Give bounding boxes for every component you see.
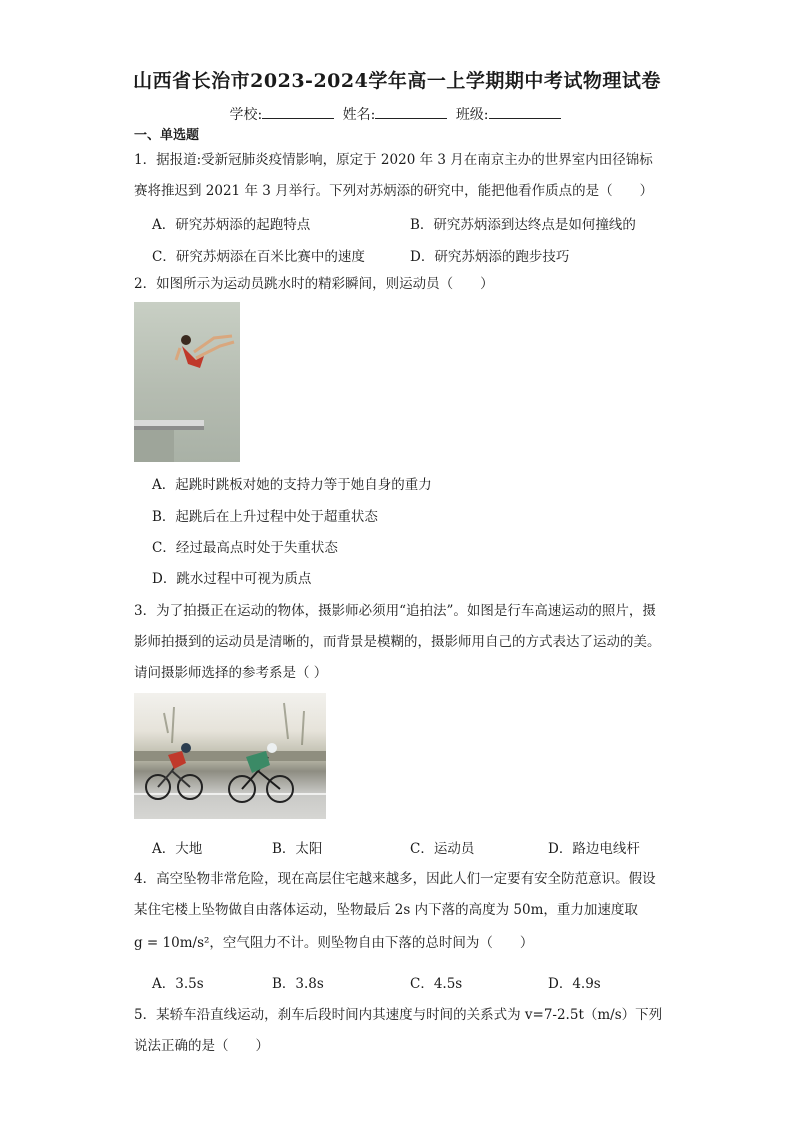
section-title: 一、单选题 (134, 128, 200, 143)
cycling-photo (134, 693, 326, 819)
school-blank (262, 106, 334, 119)
question-4-stem-line1: 4．高空坠物非常危险，现在高层住宅越来越多，因此人们一定要有安全防范意识。假设某住宅楼上坠物做自由落体运动，坠物最后 2s 内下落的高度为 50m，重力加速度取 (134, 871, 656, 918)
page-title: 山西省长治市2023-2024学年高一上学期期中考试物理试卷 (133, 70, 661, 92)
question-3-option-c: C．运动员 (410, 841, 475, 857)
question-2-option-d: D．跳水过程中可视为质点 (152, 571, 312, 587)
question-1-stem: 1．据报道:受新冠肺炎疫情影响，原定于 2020 年 3 月在南京主办的世界室内田径锦标赛将推迟到 2021 年 3 月举行。下列对苏炳添的研究中，能把他看作质点的是（ ） (134, 152, 654, 199)
diver-illustration (134, 302, 240, 462)
question-5-stem: 5．某轿车沿直线运动，刹车后段时间内其速度与时间的关系式为 v=7-2.5t（m/s）下列说法正确的是（ ） (134, 1007, 663, 1054)
question-2-option-a: A．起跳时跳板对她的支持力等于她自身的重力 (152, 477, 432, 493)
question-1-option-d: D．研究苏炳添的跑步技巧 (410, 249, 570, 265)
question-1-option-c: C．研究苏炳添在百米比赛中的速度 (152, 249, 365, 265)
question-3-stem: 3．为了拍摄正在运动的物体，摄影师必须用“追拍法”。如图是行车高速运动的照片，摄影师拍摄到的运动员是清晰的，而背景是模糊的，摄影师用自己的方式表达了运动的美。请问摄影师选择的参考系是（ ） (134, 603, 661, 681)
class-blank (489, 106, 561, 119)
cyclists-illustration (134, 693, 326, 819)
question-4-option-b: B．3.8s (272, 976, 324, 992)
question-3-option-a: A．大地 (152, 841, 203, 857)
question-2-option-c: C．经过最高点时处于失重状态 (152, 540, 338, 556)
diving-photo (134, 302, 240, 462)
question-1-option-b: B．研究苏炳添到达终点是如何撞线的 (410, 217, 636, 233)
class-label: 班级: (455, 107, 489, 123)
question-4-stem-line2: g = 10m/s²，空气阻力不计。则坠物自由下落的总时间为（ ） (134, 935, 534, 951)
name-label: 姓名: (342, 107, 376, 123)
question-3-option-b: B．太阳 (272, 841, 323, 857)
question-4-option-d: D．4.9s (548, 976, 601, 992)
question-2-stem: 2．如图所示为运动员跳水时的精彩瞬间，则运动员（ ） (134, 276, 494, 292)
question-1-option-a: A．研究苏炳添的起跑特点 (152, 217, 311, 233)
student-info-line (0, 104, 794, 124)
school-label: 学校: (229, 107, 263, 123)
question-3-option-d: D．路边电线杆 (548, 841, 640, 857)
question-4-option-c: C．4.5s (410, 976, 463, 992)
question-2-option-b: B．起跳后在上升过程中处于超重状态 (152, 509, 378, 525)
question-4-option-a: A．3.5s (152, 976, 204, 992)
name-blank (375, 106, 447, 119)
